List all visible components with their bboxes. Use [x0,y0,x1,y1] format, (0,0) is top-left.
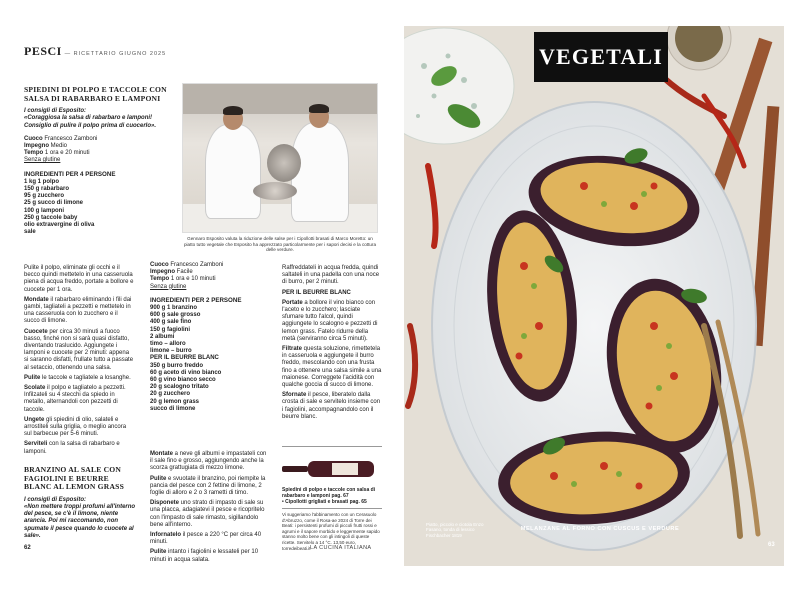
ingredient: 60 g aceto di vino bianco [150,369,222,376]
page-number-right: 63 [768,542,775,548]
dish-caption: MELANZANE AL FORNO CON CUSCUS E VERDURE [520,526,680,532]
procedure-text: gli spiedini di olio, salateli e arrostiteli sulla griglia, o meglio ancora sul barbecue per 5-6 minuti. [24,416,127,438]
ingredient: 2 albumi [150,333,175,340]
procedure-verb: Cuocete [24,328,48,335]
wine-bottle-image [282,458,378,480]
ingredient: timo – alloro [150,341,186,348]
procedure-step [24,385,134,414]
procedure-step [24,441,134,455]
procedure-text: per circa 30 minuti a fuoco basso, finché non si sarà quasi disfatto, diventando traslucido. Aggiungete i lamponi e cuocete per 2 minuti: appena si saranno disfatti, frullate tutto a passate al setaccio, ottenendo una salsa. [24,328,134,371]
chef-left [205,124,261,219]
recipe2-tip-label: I consigli di Esposito: [24,496,87,503]
procedure-step [150,532,268,546]
recipe2-meta-block [150,262,268,413]
ingredient: 95 g zucchero [24,193,65,200]
procedure-text: a neve gli albumi e impastateli con il sale fino e grosso, aggiungendo anche la scorza grattugiata di mezzo limone. [150,451,267,472]
ingredient: olio extravergine di oliva [24,222,95,229]
procedure-step [24,417,134,439]
chefs-photo [182,83,378,233]
diet-label: Senza glutine [24,157,61,164]
recipe1-tip-text: «Coraggiosa la salsa di rabarbaro e lamponi! Consiglio di pulire il polpo prima di cuocerlo». [24,115,157,129]
ingredient: 25 g succo di limone [24,200,84,207]
procedure-verb: Sfornate [282,392,307,399]
recipe2-procedure-b [282,262,382,421]
procedure-step [282,392,382,421]
time-label: Tempo [150,276,170,283]
effort-value: Facile [176,269,193,276]
effort-label: Impegno [24,143,49,149]
cook-value: Francesco Zamboni [170,262,224,268]
section-separator: — [64,51,74,57]
effort-value: Medio [50,143,68,149]
procedure-verb: Filtrate [282,346,303,353]
wine-pairing-1: Spiedini di polpo e taccole con salsa di rabarbaro e lamponi pag. 67 [282,487,376,499]
procedure-verb: Pulite [24,374,41,381]
procedure-step [24,297,134,326]
wine-pairing [282,487,382,505]
right-page [404,26,784,566]
ingredient: sale [24,229,36,236]
page-header [24,44,166,59]
magazine-footer: LA CUCINA ITALIANA [310,545,372,551]
procedure-verb: PER IL BEURRE BLANC [282,289,351,296]
pan [253,182,297,200]
wine-pairing-2: • Cipollotti grigliati e brasati pag. 65 [282,499,367,505]
procedure-verb: Disponete [150,500,180,507]
procedure-text: uno strato di impasto di sale su una placca, adagiatevi il pesce e ricopritelo con l'impasto di sale rimasto, sigillandolo bene all'interno. [150,500,265,528]
procedure-text: il pesce a 220 °C per circa 40 minuti. [150,532,262,546]
chef-right-hair [309,104,329,113]
recipe1-tip [24,108,176,130]
time-value: 1 ora e 20 minuti [44,150,90,157]
ingredient: 20 g scalogno tritato [150,384,209,391]
procedure-text: il pesce, liberatelo dalla crosta di sale e servitelo insieme con i fagiolini, accompagnandolo con il beurre blanc. [282,392,381,420]
recipe2-meta [150,262,268,291]
procedure-step [282,265,382,287]
chef-left-hair [223,106,243,115]
category-badge: VEGETALI [534,32,668,82]
procedure-step [150,549,268,563]
procedure-text: Pulite il polpo, eliminate gli occhi e il becco quindi mettetelo in una casseruola piena di acqua freddo, portate a bollore e cuocete per 1 ora. [24,265,134,293]
ingredient: succo di limone [150,405,196,412]
recipe2-tip-text: «Non mettere troppi profumi all'interno del pesce, se c'è il limone, niente arancia. Poi mi raccomando, non spumate il pesce quando lo cuocete al sale». [24,503,136,539]
effort-label: Impegno [150,269,175,276]
procedure-verb: Pulite [150,549,167,556]
procedure-step [282,346,382,389]
ingredient: 250 g taccole baby [24,214,78,221]
ingredient: 1 kg 1 polpo [24,178,60,185]
divider [282,508,382,509]
procedure-step [150,500,268,529]
procedure-verb: Infornatelo [150,532,181,539]
ingredient: 400 g sale fino [150,319,192,326]
recipe2-header [24,466,136,546]
recipe1-ingredients-list [24,179,176,237]
ingredient: 150 g rabarbaro [24,186,70,193]
recipe2-title: BRANZINO AL SALE CON FAGIOLINI E BEURRE BLANC AL LEMON GRASS [24,465,124,492]
pot-lid [267,144,301,182]
procedure-verb: Mondate [24,296,49,303]
kitchen-hood [183,84,378,114]
procedure-step [150,451,268,473]
page-number-left: 62 [24,545,31,551]
section-title: PESCI [24,44,62,58]
procedure-step [24,265,134,294]
procedure-step [150,476,268,498]
procedure-verb: Serviteli [24,441,48,448]
procedure-verb: Pulite [150,475,167,482]
photo-credit: Piatto, piccolo e ciotola Enzo Fasano, tonda di lessico Fischbacher 1819 [426,522,484,538]
wine-text: Vi suggeriamo l'abbinamento con un Cerasuolo d'Abruzzo, come il Rosa-ae 2024 di Torre dei Beati: i persistenti profumi di piccoli frutti rossi e agrumi e il sapore morbido e leggermente sapido stanno molto bene con gli intingoli di queste ricette. Servitelo a 14 °C. 13,50 euro, torredeibeati.it [282,512,380,551]
left-page [14,26,396,566]
ingredient: limone – burro [150,348,192,355]
procedure-text: il polpo e tagliatelo a pezzetti. Infilzateli su 4 stecchi da spiedo in metallo, alternandoli con pezzetti di taccole. [24,385,126,413]
recipe1-meta [24,136,176,165]
ingredient: 350 g burro freddo [150,362,204,369]
procedure-text: il rabarbaro eliminando i fili dai gambi, tagliateli a pezzetti e mettetelo in una casseruola con lo zucchero e il succo di limone. [24,296,132,325]
ingredient: 20 g zucchero [150,391,191,398]
recipe2-ingredients-list [150,305,268,355]
food-photo [404,26,784,566]
procedure-step [24,329,134,372]
recipe2-tip [24,497,136,540]
recipe1-ingredients-title: INGREDIENTI PER 4 PERSONE [24,170,116,178]
procedure-text: intanto i fagiolini e lessateli per 10 minuti in acqua salata. [150,549,259,563]
ingredient: 900 g 1 branzino [150,305,198,312]
recipe1-tip-label: I consigli di Esposito: [24,108,87,115]
procedure-text: e svuotate il branzino, poi riempite la pancia del pesce con 2 fettine di limone, 2 foglie di alloro e 2 o 3 rametti di timo. [150,475,266,497]
time-label: Tempo [24,150,44,157]
procedure-step [282,290,382,297]
procedure-verb: Scolate [24,385,46,392]
section-subtitle: RICETTARIO GIUGNO 2025 [73,51,167,57]
recipe1-title: SPIEDINI DI POLPO E TACCOLE CON SALSA DI RABARBARO E LAMPONI [24,85,167,103]
recipe2-procedure-a [150,448,268,564]
procedure-text: con la salsa di rabarbaro e lamponi. [24,441,120,455]
procedure-verb: Ungete [24,416,45,423]
recipe2-sub-title: PER IL BEURRE BLANC [150,355,219,362]
recipe2-sub-ingredients [150,363,268,413]
procedure-step [282,300,382,343]
time-value: 1 ora e 10 minuti [170,276,216,283]
diet-label: Senza glutine [150,283,187,290]
procedure-verb: Portate [282,299,303,306]
cook-value: Francesco Zamboni [44,135,98,142]
chef-right [291,122,349,222]
procedure-step [24,375,134,382]
photo-caption: Gennaro Esposito valuta la riduzione delle salse per i Cipollotti brasati di Marco Moretto: un piatto tutto vegetale che Esposito ha apprezzato particolarmente per i sapori decisi e la cottura delle verdure. [183,236,377,253]
recipe1-procedure [24,262,134,456]
divider [282,446,382,447]
ingredient: 60 g vino bianco secco [150,377,216,384]
ingredient: 600 g sale grosso [150,312,201,319]
recipe1-header [24,86,176,236]
cook-label: Cuoco [24,135,43,142]
recipe2-ingredients-title: INGREDIENTI PER 2 PERSONE [150,296,242,304]
ingredient: 150 g fagiolini [150,326,191,333]
cook-label: Cuoco [150,262,169,268]
procedure-text: questa soluzione, rimettetela in casseruola e aggiungete il burro freddo, mescolando con una frusta fino a ottenere una salsa simile a una maionese. Correggete l'acidità con qualche goccia di succo di limone. [282,346,382,389]
procedure-text: Raffreddateli in acqua fredda, quindi saltateli in una padella con una noce di burro, per 2 minuti. [282,265,380,286]
ingredient: 20 g lemon grass [150,398,200,405]
procedure-text: a bollore il vino bianco con l'aceto e lo zucchero; lasciate sfumare tutto l'alcol, quindi aggiungete lo scalogno e pezzetti di lemon grass. Fatelo ridurre della metà (serviranno circa 5 minuti). [282,299,378,342]
procedure-text: le taccole e tagliatele a losanghe. [40,374,131,381]
procedure-verb: Montate [150,451,173,457]
ingredient: 100 g lamponi [24,207,65,214]
